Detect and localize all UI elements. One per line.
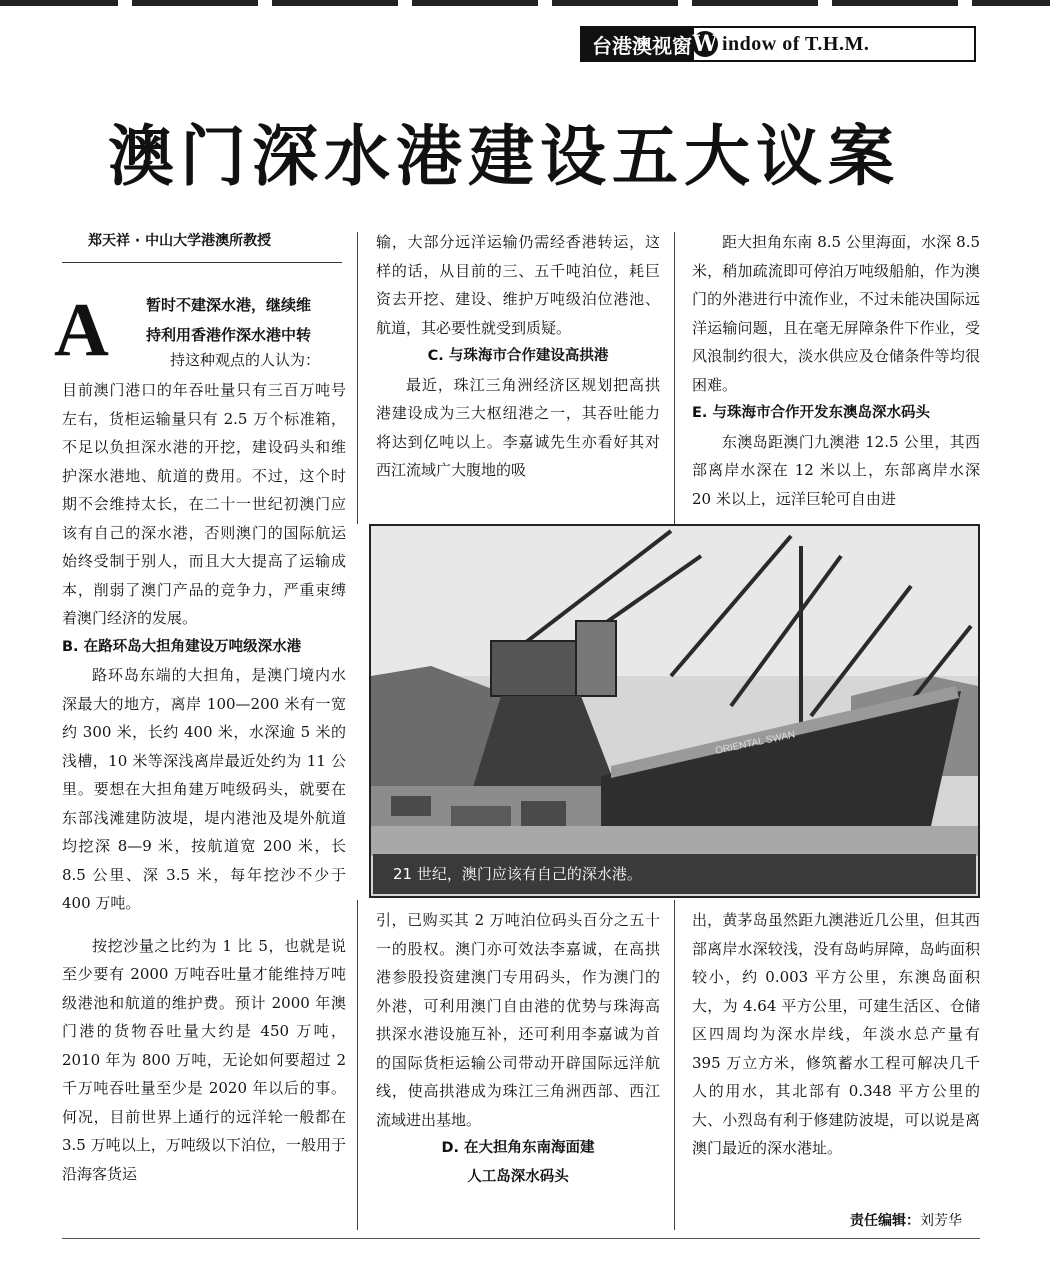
section-a-heading-line1: 暂时不建深水港，继续维: [146, 296, 312, 314]
article-title: 澳门深水港建设五大议案: [108, 118, 900, 195]
photo-caption: 21 世纪，澳门应该有自己的深水港。: [373, 854, 976, 894]
author-divider: [62, 262, 342, 263]
column-divider: [674, 900, 675, 1230]
section-c-continuation: 引，已购买其 2 万吨泊位码头百分之五十一的股权。澳门亦可效法李嘉诚，在高拱港参股投资建澳门专用码头，作为澳门的外港，可利用澳门自由港的优势与珠海高拱深水港设施互补，还可利用李嘉诚为首的国际货柜运输公司带动开辟国际远洋航线，使高拱港成为珠江三角洲西部、西江流域进出基地。: [376, 911, 660, 1129]
column-2-bottom: [376, 906, 660, 1191]
column-divider: [357, 900, 358, 1230]
section-a-paragraph: 目前澳门港口的年吞吐量只有三百万吨号左右，货柜运输量只有 2.5 万个标准箱，不足以负担深水港的开挖，建设码头和维护深水港地、航道的费用。不过，这个时期不会维持太长，在二十一世纪初澳门应该有自己的深水港，否则澳门的国际航运始终受制于别人，而且大大提高了运输成本，削弱了澳门产品的竞争力，严重束缚着澳门经济的发展。: [62, 381, 346, 627]
column-3-bottom: [692, 906, 980, 1163]
column-divider: [357, 232, 358, 524]
editor-name: 刘芳华: [920, 1213, 962, 1229]
author-line: 郑天祥 · 中山大学港澳所教授: [88, 233, 272, 249]
harbor-illustration: [371, 526, 978, 896]
section-b-paragraph-1: 路环岛东端的大担角，是澳门境内水深最大的地方，离岸 100—200 米有一宽约 300 米，长约 400 米，水深逾 5 米的浅槽，10 米等深浅离岸最近处约为 11 公里。要想在大担角建万吨级码头，就要在东部浅滩建防波堤，堤内港池及堤外航道均挖深 8—9 米，按航道宽 200 米，长 8.5 公里、深 3.5 米，每年挖沙不少于 400 万吨。: [62, 666, 346, 912]
editor-label: 责任编辑：: [850, 1213, 920, 1229]
section-a-heading: [146, 290, 346, 350]
section-name-cn: 台港澳视窗: [582, 28, 694, 60]
column-1-body: [62, 376, 346, 1188]
section-d-heading-line1: D. 在大担角东南海面建: [441, 1140, 595, 1156]
section-name-en: indow of T.H.M.: [722, 32, 870, 55]
section-c-paragraph: 最近，珠江三角洲经济区规划把高拱港建设成为三大枢纽港之一，其吞吐能力将达到亿吨以上。李嘉诚先生亦看好其对西江流域广大腹地的吸: [376, 375, 660, 479]
section-e-paragraph: 东澳岛距澳门九澳港 12.5 公里，其西部离岸水深在 12 米以上，东部离岸水深 20 米以上，远洋巨轮可自由进: [692, 432, 980, 508]
column-divider: [674, 232, 675, 524]
top-border-bar: [0, 0, 1050, 6]
section-header-box: [580, 26, 976, 62]
section-e-heading: E. 与珠海市合作开发东澳岛深水码头: [692, 405, 930, 421]
ship-name-text: ORIENTAL SWAN: [714, 729, 797, 757]
section-b-paragraph-2: 按挖沙量之比约为 1 比 5，也就是说至少要有 2000 万吨吞吐量才能维持万吨级港池和航道的维护费。预计 2000 年澳门港的货物吞吐量大约是 450 万吨，2010 年为 800 万吨，无论如何要超过 2 千万吨吞吐量至少是 2020 年以后的事。何况，目前世界上通行的远洋轮一般都在 3.5 万吨以上，万吨级以下泊位，一般用于沿海客货运: [62, 936, 346, 1183]
editor-credit: [850, 1210, 962, 1230]
column-3-top: [692, 228, 980, 513]
bottom-divider: [62, 1238, 980, 1239]
section-e-continuation: 出，黄茅岛虽然距九澳港近几公里，但其西部离岸水深较浅，没有岛屿屏障，岛屿面积较小，约 0.003 平方公里，东澳岛面积大，为 4.64 平方公里，可建生活区、仓储区四周均为深水岸线，年淡水总产量有 395 万立方米，修筑蓄水工程可解决几千人的用水，其北部有 0.348 平方公里的大、小烈岛有利于修建防波堤，可以说是离澳门最近的深水港址。: [692, 911, 980, 1157]
section-c-heading: C. 与珠海市合作建设高拱港: [427, 348, 609, 364]
column-2-continuation: 输，大部分远洋运输仍需经香港转运，这样的话，从目前的三、五千吨泊位，耗巨资去开挖、建设、维护万吨级泊位港池、航道，其必要性就受到质疑。: [376, 233, 660, 337]
column-2-top: [376, 228, 660, 485]
harbor-photo: [369, 524, 980, 898]
section-a-heading-line2: 持利用香港作深水港中转: [146, 326, 312, 344]
section-d-heading-line2: 人工岛深水码头: [467, 1168, 569, 1185]
section-w-logo: W: [692, 31, 718, 57]
section-d-paragraph: 距大担角东南 8.5 公里海面，水深 8.5 米，稍加疏流即可停泊万吨级船舶，作为澳门的外港进行中流作业，不过未能决国际远洋运输问题，且在毫无屏障条件下作业，受风浪制约很大，淡水供应及仓储条件等均很困难。: [692, 233, 980, 394]
section-b-heading: B. 在路环岛大担角建设万吨级深水港: [62, 638, 302, 655]
section-a-lead: 持这种观点的人认为：: [170, 351, 321, 369]
drop-cap: A: [54, 288, 109, 372]
